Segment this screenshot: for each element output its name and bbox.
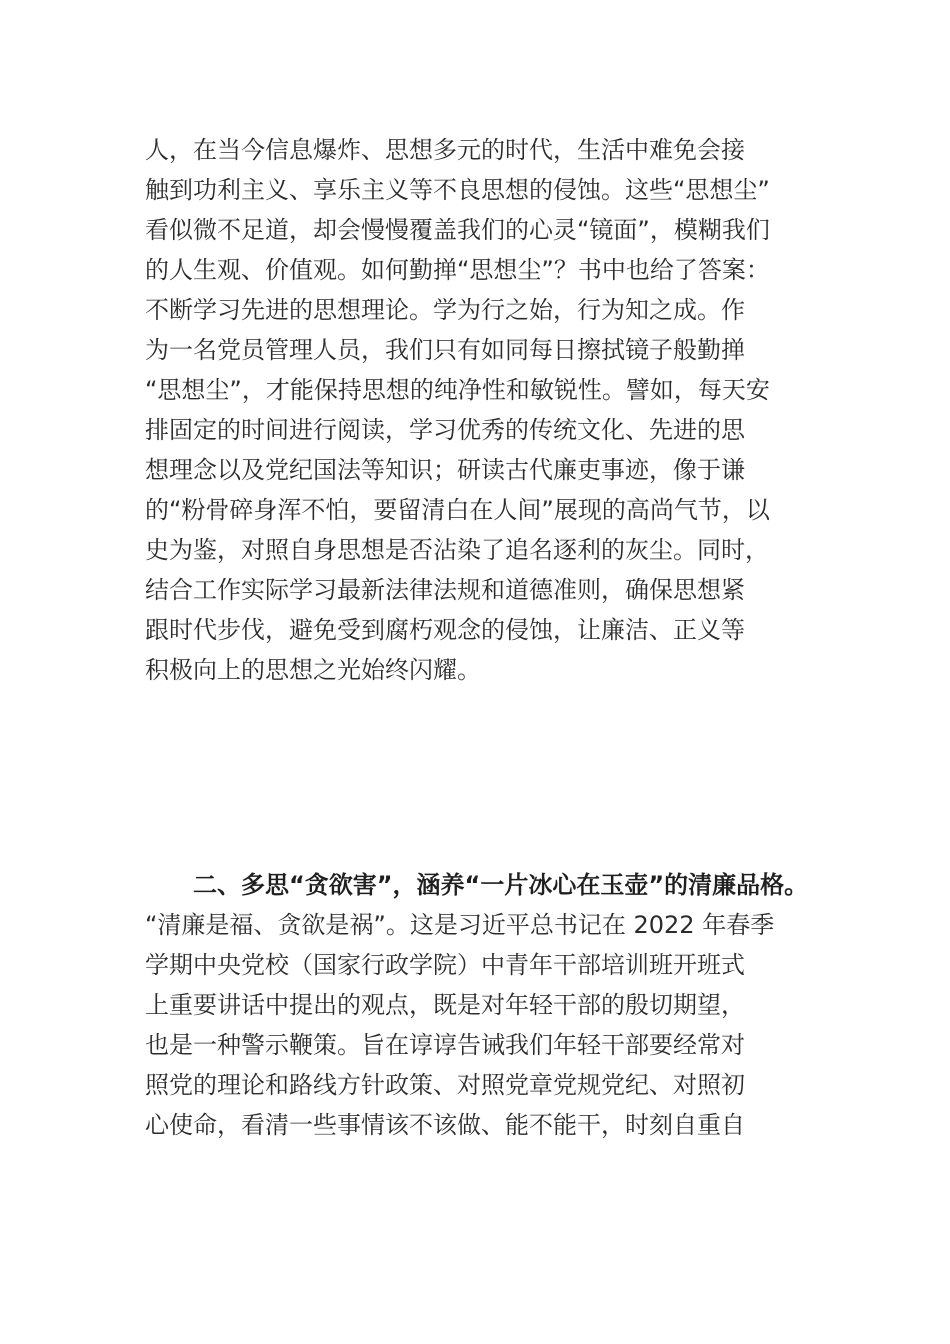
paragraph-line: 跟时代步伐，避免受到腐朽观念的侵蚀，让廉洁、正义等 bbox=[145, 616, 745, 644]
paragraph-line: 照党的理论和路线方针政策、对照党章党规党纪、对照初 bbox=[145, 1071, 745, 1099]
paragraph-1 bbox=[145, 130, 815, 690]
section-heading: 二、多思“贪欲害”，涵养“一片冰心在玉壶”的清廉品格。 bbox=[193, 871, 809, 899]
paragraph-line: 也是一种警示鞭策。旨在谆谆告诫我们年轻干部要经常对 bbox=[145, 1031, 745, 1059]
paragraph-line: 看似微不足道，却会慢慢覆盖我们的心灵“镜面”，模糊我们 bbox=[145, 216, 770, 244]
paragraph-2 bbox=[145, 865, 815, 1145]
paragraph-line: 的“粉骨碎身浑不怕，要留清白在人间”展现的高尚气节，以 bbox=[145, 496, 770, 524]
paragraph-line: 学期中央党校（国家行政学院）中青年干部培训班开班式 bbox=[145, 951, 745, 979]
paragraph-line: 史为鉴，对照自身思想是否沾染了追名逐利的灰尘。同时， bbox=[145, 536, 769, 564]
paragraph-line: 不断学习先进的思想理论。学为行之始，行为知之成。作 bbox=[145, 296, 745, 324]
paragraph-line: 结合工作实际学习最新法律法规和道德准则，确保思想紧 bbox=[145, 576, 745, 604]
paragraph-line: 人，在当今信息爆炸、思想多元的时代，生活中难免会接 bbox=[145, 136, 745, 164]
paragraph-line: “清廉是福、贪欲是祸”。这是习近平总书记在 2022 年春季 bbox=[145, 911, 775, 939]
paragraph-line: 排固定的时间进行阅读，学习优秀的传统文化、先进的思 bbox=[145, 416, 745, 444]
paragraph-line: 的人生观、价值观。如何勤掸“思想尘”？书中也给了答案： bbox=[145, 256, 770, 284]
paragraph-line: 触到功利主义、享乐主义等不良思想的侵蚀。这些“思想尘” bbox=[145, 176, 770, 204]
paragraph-line: 上重要讲话中提出的观点，既是对年轻干部的殷切期望， bbox=[145, 991, 745, 1019]
paragraph-line: 积极向上的思想之光始终闪耀。 bbox=[145, 656, 481, 684]
paragraph-line: “思想尘”，才能保持思想的纯净性和敏锐性。譬如，每天安 bbox=[145, 376, 770, 404]
paragraph-line: 想理念以及党纪国法等知识；研读古代廉吏事迹，像于谦 bbox=[145, 456, 745, 484]
paragraph-line: 心使命，看清一些事情该不该做、能不能干，时刻自重自 bbox=[145, 1111, 745, 1139]
paragraph-line: 为一名党员管理人员，我们只有如同每日擦拭镜子般勤掸 bbox=[145, 336, 745, 364]
